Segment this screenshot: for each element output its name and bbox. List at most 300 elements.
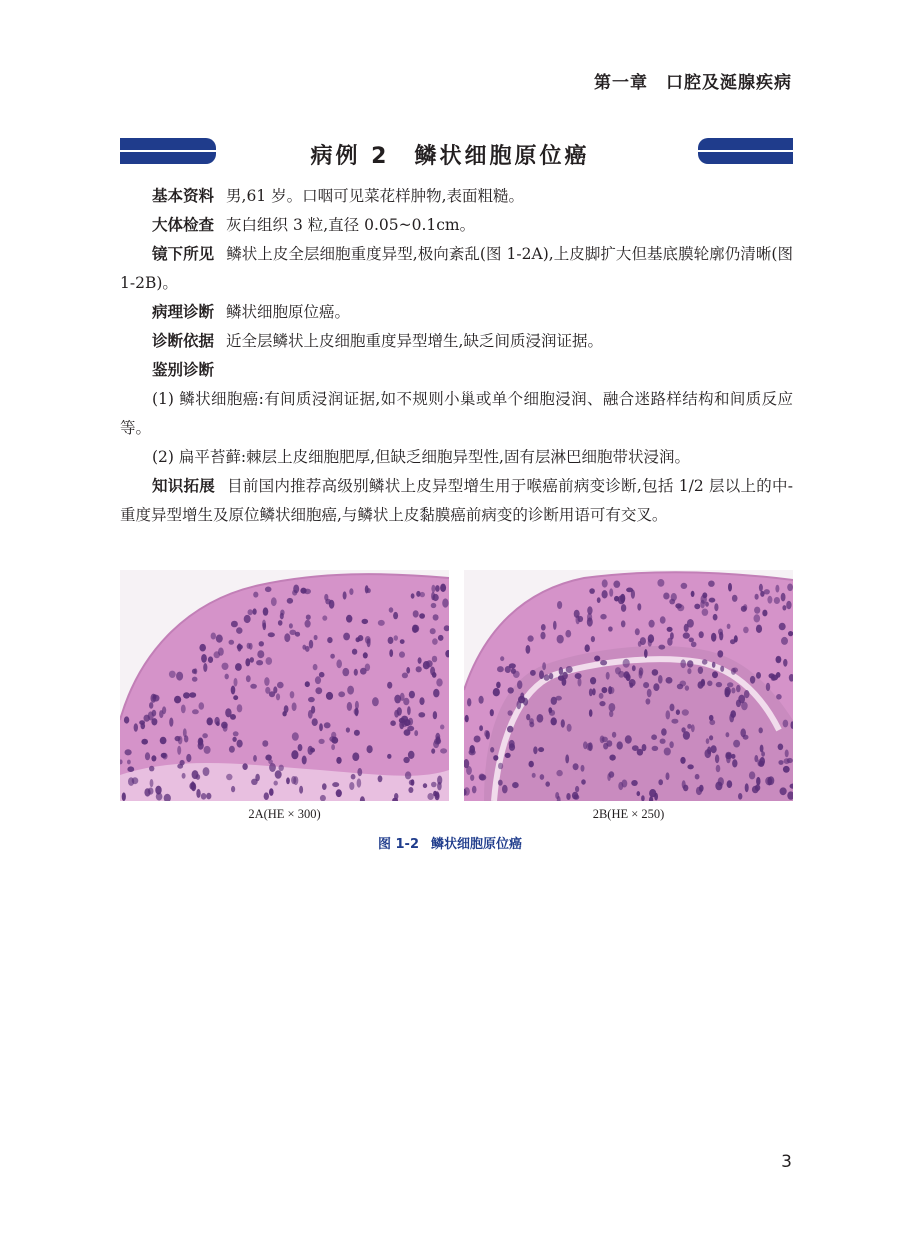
cell-nucleus — [590, 677, 596, 684]
cell-nucleus — [701, 595, 707, 604]
cell-nucleus — [652, 746, 659, 751]
cell-nucleus — [236, 627, 242, 634]
cell-nucleus — [589, 709, 593, 717]
cell-nucleus — [606, 672, 610, 680]
cell-nucleus — [658, 645, 665, 650]
cell-nucleus — [276, 693, 280, 700]
cell-nucleus — [766, 683, 770, 691]
cell-nucleus — [237, 643, 241, 651]
cell-nucleus — [207, 717, 213, 725]
cell-nucleus — [286, 777, 290, 784]
cell-nucleus — [557, 635, 564, 644]
cell-nucleus — [609, 755, 615, 761]
cell-nucleus — [625, 735, 632, 743]
cell-nucleus — [465, 715, 469, 722]
cell-nucleus — [433, 614, 439, 620]
cell-nucleus — [427, 793, 433, 800]
cell-nucleus — [689, 638, 694, 643]
cell-nucleus — [702, 659, 708, 664]
cell-nucleus — [394, 710, 399, 718]
cell-nucleus — [349, 588, 353, 595]
cell-nucleus — [351, 774, 356, 780]
cell-nucleus — [433, 741, 439, 749]
cell-nucleus — [418, 657, 422, 664]
cell-nucleus — [643, 682, 649, 688]
cell-nucleus — [651, 734, 657, 740]
cell-nucleus — [537, 714, 544, 723]
cell-nucleus — [127, 766, 134, 772]
cell-nucleus — [705, 749, 712, 758]
chapter-header: 第一章 口腔及涎腺疾病 — [594, 73, 792, 93]
section-label: 镜下所见 — [152, 245, 215, 263]
cell-nucleus — [237, 704, 243, 712]
page-number: 3 — [781, 1152, 792, 1172]
cell-nucleus — [498, 780, 503, 786]
cell-nucleus — [291, 750, 298, 759]
cell-nucleus — [156, 793, 163, 801]
cell-nucleus — [435, 733, 440, 741]
cell-nucleus — [199, 644, 206, 652]
cell-nucleus — [733, 740, 740, 748]
cell-nucleus — [302, 756, 307, 765]
cell-nucleus — [433, 711, 437, 719]
cell-nucleus — [423, 661, 430, 669]
cell-nucleus — [225, 708, 231, 717]
cell-nucleus — [324, 722, 331, 728]
cell-nucleus — [151, 755, 156, 761]
section-differential — [120, 356, 793, 385]
cell-nucleus — [759, 727, 763, 733]
cell-nucleus — [507, 726, 513, 733]
cell-nucleus — [360, 668, 367, 675]
cell-nucleus — [670, 632, 674, 639]
cell-nucleus — [262, 740, 268, 747]
cell-nucleus — [781, 593, 786, 602]
cell-nucleus — [269, 788, 274, 796]
cell-nucleus — [551, 717, 557, 725]
cell-nucleus — [603, 743, 608, 750]
cell-nucleus — [319, 672, 325, 678]
cell-nucleus — [253, 755, 257, 762]
cell-nucleus — [565, 754, 569, 763]
cell-nucleus — [265, 755, 271, 761]
cell-nucleus — [612, 732, 616, 738]
cell-nucleus — [754, 614, 761, 622]
cell-nucleus — [308, 710, 313, 719]
cell-nucleus — [233, 695, 238, 700]
cell-nucleus — [216, 721, 220, 726]
cell-nucleus — [578, 678, 582, 687]
cell-nucleus — [671, 719, 678, 724]
cell-nucleus — [433, 689, 439, 698]
cell-nucleus — [526, 645, 531, 654]
cell-nucleus — [540, 774, 545, 780]
cell-nucleus — [729, 713, 734, 722]
cell-nucleus — [244, 615, 251, 623]
cell-nucleus — [266, 657, 273, 665]
cell-nucleus — [767, 596, 772, 604]
cell-nucleus — [638, 641, 642, 647]
cell-nucleus — [416, 666, 422, 672]
cell-nucleus — [394, 635, 398, 641]
cell-nucleus — [781, 637, 788, 645]
cell-nucleus — [352, 649, 357, 655]
cell-nucleus — [347, 686, 354, 695]
cell-nucleus — [609, 588, 613, 596]
cell-nucleus — [736, 700, 741, 708]
cell-nucleus — [431, 748, 435, 753]
cell-nucleus — [275, 770, 282, 779]
cell-nucleus — [666, 772, 670, 780]
cell-nucleus — [567, 724, 572, 732]
section-label: 病理诊断 — [152, 303, 215, 321]
cell-nucleus — [269, 763, 276, 772]
cell-nucleus — [322, 615, 327, 620]
cell-nucleus — [322, 783, 327, 790]
cell-nucleus — [346, 615, 352, 623]
cell-nucleus — [423, 783, 427, 788]
cell-nucleus — [378, 620, 385, 626]
cell-nucleus — [505, 666, 511, 673]
cell-nucleus — [278, 620, 283, 626]
cell-nucleus — [431, 603, 437, 608]
cell-nucleus — [469, 749, 476, 755]
cell-nucleus — [727, 682, 733, 687]
cell-nucleus — [389, 649, 393, 657]
cell-nucleus — [637, 603, 641, 610]
cell-nucleus — [706, 738, 710, 744]
cell-nucleus — [644, 649, 648, 658]
cell-nucleus — [405, 771, 411, 779]
cell-nucleus — [707, 681, 712, 687]
cell-nucleus — [409, 780, 414, 785]
cell-nucleus — [325, 599, 331, 605]
cell-nucleus — [490, 747, 494, 753]
cell-nucleus — [613, 581, 620, 588]
cell-nucleus — [354, 730, 360, 736]
cell-nucleus — [229, 746, 235, 753]
cell-nucleus — [253, 592, 258, 598]
cell-nucleus — [493, 688, 500, 696]
cell-nucleus — [347, 702, 352, 711]
section-basic-info — [120, 182, 793, 211]
cell-nucleus — [608, 626, 613, 631]
figure-caption — [0, 833, 900, 852]
cell-nucleus — [566, 793, 570, 800]
cell-nucleus — [265, 687, 270, 694]
cell-nucleus — [343, 633, 350, 641]
section-knowledge-extension — [120, 472, 793, 530]
cell-nucleus — [528, 635, 534, 641]
cell-nucleus — [367, 588, 371, 593]
cell-nucleus — [717, 650, 723, 657]
cell-nucleus — [432, 656, 437, 663]
cell-nucleus — [572, 792, 578, 800]
cell-nucleus — [555, 792, 559, 799]
cell-nucleus — [248, 609, 253, 615]
cell-nucleus — [726, 755, 731, 764]
cell-nucleus — [289, 630, 296, 635]
cell-nucleus — [290, 691, 295, 698]
cell-nucleus — [242, 763, 247, 770]
cell-nucleus — [326, 692, 333, 700]
cell-nucleus — [332, 782, 339, 787]
cell-nucleus — [732, 595, 738, 602]
cell-nucleus — [749, 771, 755, 779]
cell-nucleus — [727, 624, 731, 629]
cell-nucleus — [658, 675, 663, 684]
cell-nucleus — [160, 737, 167, 745]
cell-nucleus — [256, 660, 263, 665]
cell-nucleus — [683, 785, 688, 792]
cell-nucleus — [670, 704, 675, 712]
cell-nucleus — [183, 728, 187, 737]
cell-nucleus — [231, 686, 236, 695]
cell-nucleus — [127, 760, 131, 765]
cell-nucleus — [698, 681, 704, 689]
micrograph-2b — [464, 570, 793, 801]
cell-nucleus — [399, 651, 405, 657]
cell-nucleus — [161, 753, 167, 758]
cell-nucleus — [718, 629, 723, 636]
cell-nucleus — [557, 601, 562, 609]
cell-nucleus — [544, 674, 550, 680]
cell-nucleus — [629, 679, 636, 686]
cell-nucleus — [329, 736, 336, 742]
cell-nucleus — [145, 752, 150, 760]
cell-nucleus — [675, 603, 682, 608]
cell-nucleus — [502, 785, 508, 794]
cell-nucleus — [490, 709, 494, 716]
cell-nucleus — [587, 613, 592, 622]
section-label: 大体检查 — [152, 216, 215, 234]
cell-nucleus — [435, 585, 440, 592]
cell-nucleus — [292, 590, 297, 596]
cell-nucleus — [431, 592, 435, 600]
differential-item-1: (1) 鳞状细胞癌:有间质浸润证据,如不规则小巢或单个细胞浸润、融合迷路样结构和间质反应等。 — [120, 390, 793, 437]
section-text: 近全层鳞状上皮细胞重度异型增生,缺乏间质浸润证据。 — [226, 332, 603, 350]
cell-nucleus — [609, 703, 616, 712]
cell-nucleus — [390, 720, 396, 726]
cell-nucleus — [124, 716, 129, 723]
cell-nucleus — [778, 744, 784, 751]
cell-nucleus — [196, 774, 201, 780]
cell-nucleus — [511, 668, 516, 674]
cell-nucleus — [181, 705, 186, 714]
cell-nucleus — [683, 731, 690, 740]
cell-nucleus — [671, 593, 677, 601]
cell-nucleus — [637, 791, 641, 796]
cell-nucleus — [152, 710, 157, 717]
cell-nucleus — [600, 614, 606, 620]
cell-nucleus — [169, 718, 173, 727]
cell-nucleus — [284, 705, 289, 713]
cell-nucleus — [657, 579, 664, 587]
cell-nucleus — [233, 731, 239, 736]
figure-number: 图 1-2 — [377, 837, 419, 852]
cell-nucleus — [144, 715, 150, 722]
section-gross-exam — [120, 211, 793, 240]
cell-nucleus — [319, 739, 325, 744]
cell-nucleus — [132, 777, 139, 784]
cell-nucleus — [695, 774, 700, 780]
cell-nucleus — [498, 763, 503, 770]
cell-nucleus — [709, 735, 713, 740]
cell-nucleus — [432, 672, 437, 678]
cell-nucleus — [277, 682, 284, 689]
micrograph-2a — [120, 570, 449, 801]
cell-nucleus — [677, 684, 683, 690]
cell-nucleus — [394, 793, 398, 800]
cell-nucleus — [314, 635, 318, 640]
cell-nucleus — [204, 746, 211, 754]
cell-nucleus — [661, 728, 667, 735]
cell-nucleus — [149, 702, 153, 709]
cell-nucleus — [750, 676, 755, 684]
case-title: 病例 2 鳞状细胞原位癌 — [310, 144, 590, 169]
cell-nucleus — [728, 583, 732, 592]
cell-nucleus — [149, 766, 154, 772]
cell-nucleus — [623, 659, 630, 668]
cell-nucleus — [218, 648, 224, 656]
cell-nucleus — [284, 633, 290, 642]
cell-nucleus — [192, 709, 199, 714]
cell-nucleus — [702, 609, 709, 616]
cell-nucleus — [279, 765, 284, 771]
cell-nucleus — [263, 607, 269, 615]
cell-nucleus — [271, 597, 277, 606]
cell-nucleus — [357, 768, 362, 776]
cell-nucleus — [617, 741, 623, 749]
cell-nucleus — [407, 706, 411, 715]
cell-nucleus — [246, 675, 251, 682]
cell-nucleus — [592, 688, 596, 695]
cell-nucleus — [222, 663, 229, 670]
cell-nucleus — [652, 669, 659, 676]
cell-nucleus — [280, 613, 284, 620]
cell-nucleus — [755, 594, 759, 600]
cell-nucleus — [305, 681, 310, 687]
cell-nucleus — [141, 723, 146, 729]
cell-nucleus — [508, 687, 514, 693]
cell-nucleus — [182, 773, 186, 779]
cell-nucleus — [734, 635, 738, 642]
cell-nucleus — [367, 745, 373, 753]
cell-nucleus — [533, 746, 537, 754]
section-diagnosis-basis — [120, 327, 793, 356]
section-diagnosis — [120, 298, 793, 327]
cell-nucleus — [387, 682, 392, 689]
cell-nucleus — [201, 793, 207, 800]
cell-nucleus — [520, 693, 524, 700]
cell-nucleus — [648, 639, 652, 647]
cell-nucleus — [237, 740, 243, 748]
cell-nucleus — [431, 585, 435, 593]
cell-nucleus — [687, 668, 691, 674]
cell-nucleus — [174, 696, 181, 704]
case-body — [120, 182, 793, 530]
cell-nucleus — [786, 601, 791, 610]
cell-nucleus — [134, 723, 138, 732]
cell-nucleus — [472, 786, 477, 794]
cell-nucleus — [479, 696, 484, 704]
cell-nucleus — [336, 757, 341, 764]
cell-nucleus — [553, 621, 557, 630]
micrograph-2a-image — [120, 570, 449, 801]
cell-nucleus — [699, 631, 704, 638]
section-text: 男,61 岁。口咽可见菜花样肿物,表面粗糙。 — [226, 187, 525, 205]
cell-nucleus — [608, 686, 612, 694]
cell-nucleus — [231, 621, 238, 628]
cell-nucleus — [150, 779, 154, 787]
cell-nucleus — [526, 714, 530, 720]
cell-nucleus — [320, 795, 326, 801]
cell-nucleus — [591, 636, 595, 642]
cell-nucleus — [257, 650, 264, 658]
cell-nucleus — [540, 632, 545, 640]
cell-nucleus — [201, 654, 207, 663]
cell-nucleus — [530, 670, 536, 676]
cell-nucleus — [467, 698, 471, 706]
cell-nucleus — [687, 619, 694, 628]
cell-nucleus — [235, 663, 242, 671]
cell-nucleus — [588, 742, 593, 751]
cell-nucleus — [738, 793, 742, 800]
cell-nucleus — [141, 739, 148, 745]
cell-nucleus — [442, 598, 448, 607]
cell-nucleus — [122, 792, 126, 801]
cell-nucleus — [192, 677, 198, 682]
cell-nucleus — [762, 610, 767, 617]
cell-nucleus — [597, 597, 601, 603]
cell-nucleus — [649, 789, 656, 797]
cell-nucleus — [406, 667, 410, 674]
cell-nucleus — [414, 730, 418, 736]
panel-b-caption: 2B(HE × 250) — [592, 807, 665, 821]
cell-nucleus — [682, 709, 689, 715]
cell-nucleus — [676, 709, 680, 715]
cell-nucleus — [736, 685, 741, 692]
cell-nucleus — [685, 685, 689, 690]
cell-nucleus — [250, 684, 257, 689]
cell-nucleus — [779, 623, 786, 631]
cell-nucleus — [589, 588, 595, 594]
cell-nucleus — [691, 642, 697, 648]
cell-nucleus — [509, 740, 515, 748]
cell-nucleus — [349, 782, 354, 790]
cell-nucleus — [186, 754, 191, 762]
cell-nucleus — [573, 763, 579, 770]
micrograph-2b-image — [464, 570, 793, 801]
cell-nucleus — [680, 757, 685, 764]
cell-nucleus — [755, 784, 760, 791]
cell-nucleus — [159, 710, 163, 718]
cell-nucleus — [529, 722, 534, 728]
cell-nucleus — [177, 764, 183, 769]
cell-nucleus — [548, 707, 552, 713]
cell-nucleus — [308, 746, 314, 755]
cell-nucleus — [500, 656, 504, 661]
cell-nucleus — [767, 777, 771, 785]
cell-nucleus — [720, 666, 724, 672]
cell-nucleus — [756, 672, 761, 679]
cell-nucleus — [411, 593, 415, 598]
cell-nucleus — [618, 595, 625, 604]
cell-nucleus — [715, 754, 719, 763]
cell-nucleus — [711, 633, 716, 642]
cell-nucleus — [289, 623, 293, 628]
cell-nucleus — [226, 774, 232, 780]
